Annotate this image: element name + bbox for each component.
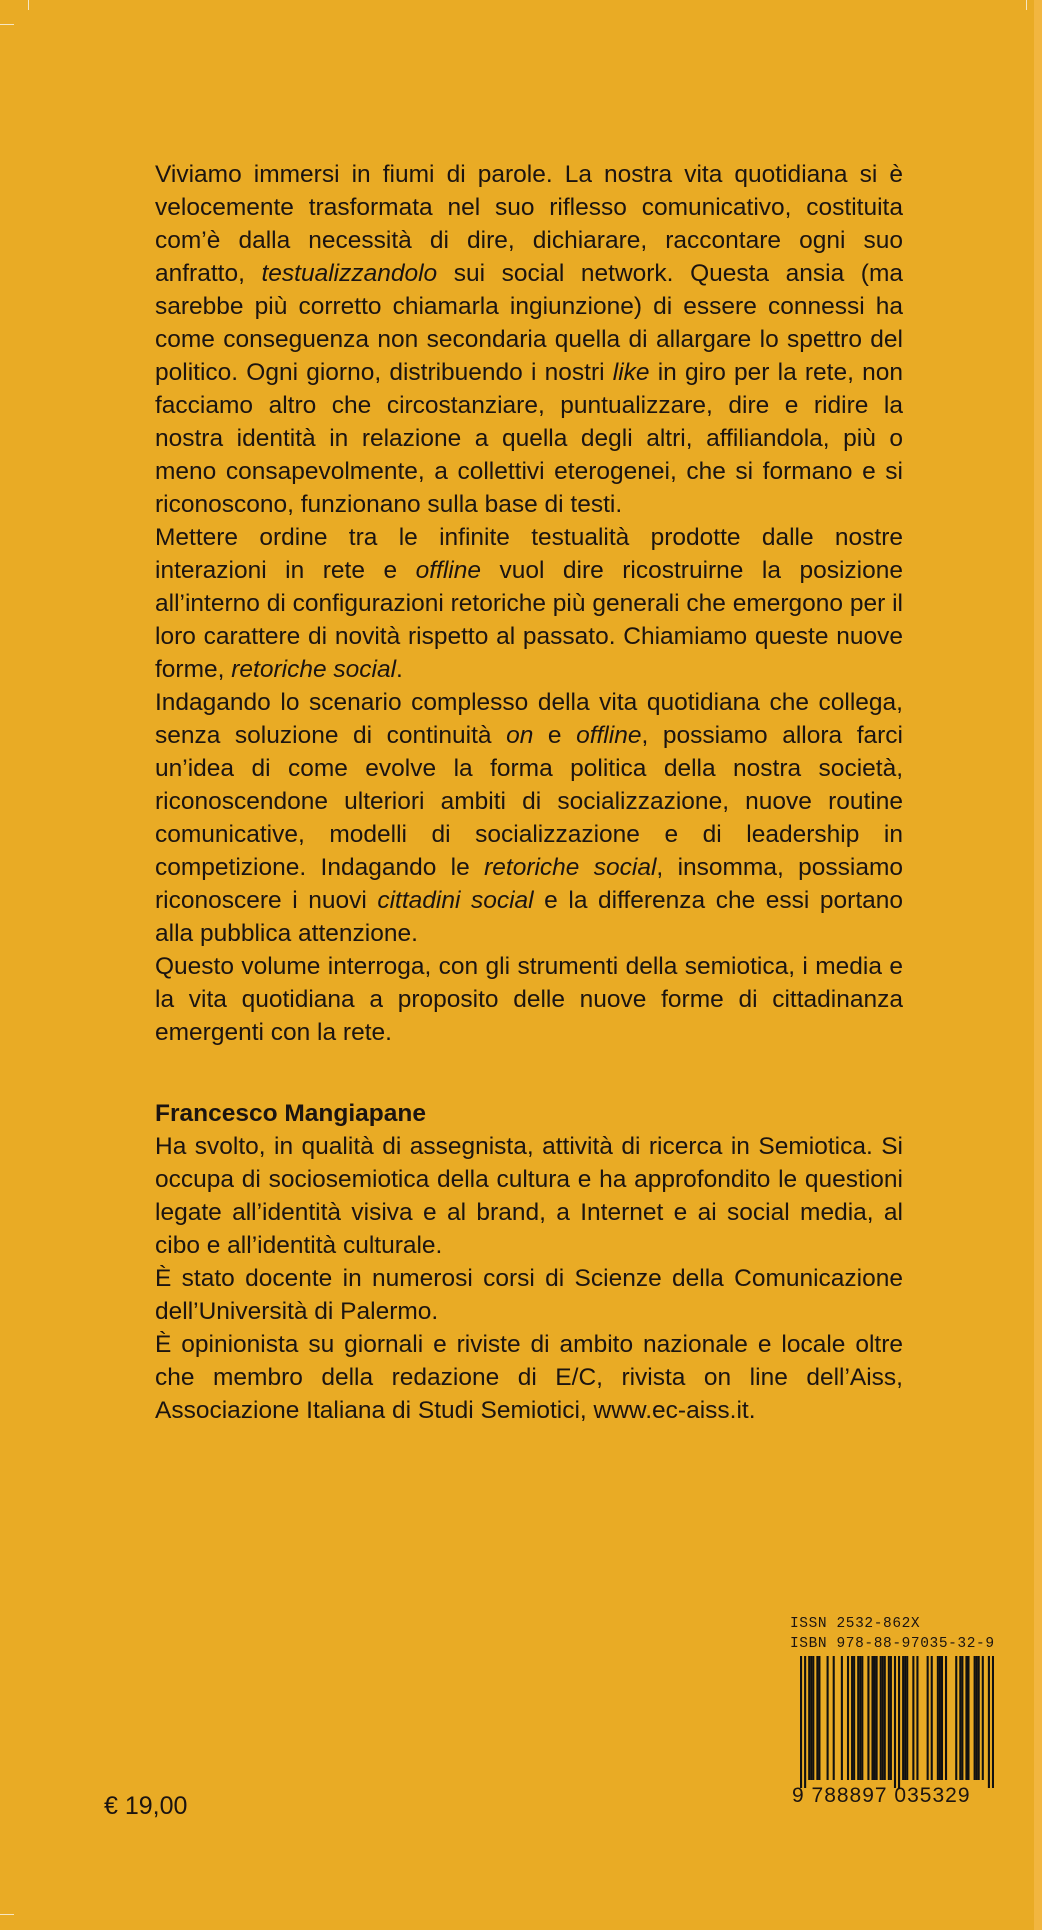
text-run: , insomma, possiamo riconoscere i nuovi (155, 854, 903, 914)
barcode-bar (916, 1656, 918, 1780)
text-run: . (396, 656, 403, 683)
barcode-bar (804, 1656, 806, 1788)
barcode-bar (880, 1656, 882, 1780)
author-bio-paragraph: È stato docente in numerosi corsi di Scienze della Comunicazione dell’Università di Palermo. (155, 1265, 903, 1325)
description-paragraph (155, 686, 903, 950)
author-name: Francesco Mangiapane (155, 1100, 426, 1127)
isbn-barcode (800, 1656, 994, 1788)
barcode-bar (827, 1656, 829, 1780)
barcode-bar (967, 1656, 969, 1780)
barcode-bar (927, 1656, 929, 1780)
text-run: e (533, 722, 577, 749)
barcode-bar (867, 1656, 869, 1780)
barcode-bar (857, 1656, 859, 1780)
crop-mark-top-right-vertical (1026, 0, 1027, 10)
barcode-bar (955, 1656, 957, 1780)
barcode-bar (890, 1656, 892, 1780)
text-run: , possiamo allora farci un’idea di come evolve la forma politica della nostra società, riconoscendone ulteriori ambiti di socializzazione, nuove routine comunicative, modelli di socializzazione e di leadership in competizione. Indagando le (155, 722, 903, 881)
barcode-bar (812, 1656, 814, 1780)
italic-text: like (612, 359, 650, 386)
barcode-bar (847, 1656, 849, 1780)
barcode-bar (902, 1656, 904, 1780)
text-run: Mettere ordine tra le infinite testualità prodotte dalle nostre interazioni in rete e (155, 524, 903, 584)
barcode-bar (833, 1656, 835, 1780)
description-paragraph (155, 521, 903, 686)
barcode-bar (810, 1656, 812, 1780)
barcode-bar (816, 1656, 818, 1780)
barcode-bar (965, 1656, 967, 1780)
right-edge-strip (1034, 0, 1042, 1930)
italic-text: retoriche social (231, 656, 397, 683)
text-run: Viviamo immersi in fiumi di parole. La nostra vita quotidiana si è velocemente trasformata nel suo riflesso comunicativo, costituita com’è dalla necessità di dire, dichiarare, raccontare ogni suo anfratto, (155, 161, 903, 287)
barcode-bar (898, 1656, 900, 1788)
text-run: Indagando lo scenario complesso della vita quotidiana che collega, senza soluzione di continuità (155, 689, 903, 749)
italic-text: on (506, 722, 534, 749)
barcode-bar (982, 1656, 984, 1780)
italic-text: testualizzandolo (261, 260, 438, 287)
barcode-bar (888, 1656, 890, 1780)
description-paragraph (155, 950, 903, 1049)
text-run: sui social network. Questa ansia (ma sarebbe più corretto chiamarla ingiunzione) di essere connessi ha come conseguenza non secondaria quella di allargare lo spettro del politico. Ogni giorno, distribuendo i nostri (155, 260, 903, 386)
author-bio-paragraph: È opinionista su giornali e riviste di ambito nazionale e locale oltre che membro della redazione di E/C, rivista on line dell’Aiss, Associazione Italiana di Studi Semiotici, www.ec-aiss.it. (155, 1331, 903, 1424)
italic-text: offline (415, 557, 481, 584)
text-run: in giro per la rete, non facciamo altro che circostanziare, puntualizzare, dire e ridire la nostra identità in relazione a quella degli altri, affiliandola, più o meno consapevolmente, a collettivi eterogenei, che si formano e si riconoscono, funzionano sulla base di testi. (155, 359, 903, 518)
barcode-bar (841, 1656, 843, 1780)
description-paragraph (155, 158, 903, 521)
barcode-bar (861, 1656, 863, 1780)
italic-text: cittadini social (377, 887, 534, 914)
barcode-bar (859, 1656, 861, 1780)
italic-text: offline (576, 722, 642, 749)
barcode-bar (937, 1656, 939, 1780)
book-description (155, 158, 903, 1049)
barcode-bar (818, 1656, 820, 1780)
barcode-bar (976, 1656, 978, 1780)
text-run: Questo volume interroga, con gli strumenti della semiotica, i media e la vita quotidiana a proposito delle nuove forme di cittadinanza emergenti con la rete. (155, 953, 903, 1046)
crop-mark-top-left-vertical (28, 0, 29, 10)
barcode-bar (992, 1656, 994, 1788)
barcode-bar (851, 1656, 853, 1780)
italic-text: retoriche social (484, 854, 657, 881)
barcode-bar (978, 1656, 980, 1780)
barcode-bar (941, 1656, 943, 1780)
isbn-code: ISBN 978-88-97035-32-9 (790, 1636, 995, 1652)
barcode-bar (974, 1656, 976, 1780)
barcode-bar (904, 1656, 906, 1780)
barcode-bar (800, 1656, 802, 1788)
author-bio-paragraph: Ha svolto, in qualità di assegnista, attività di ricerca in Semiotica. Si occupa di sociosemiotica della cultura e ha approfondito le questioni legate all’identità visiva e al brand, a Internet e ai social media, al cibo e all’identità culturale. (155, 1133, 903, 1259)
barcode-bar (884, 1656, 886, 1780)
barcode-bar (931, 1656, 933, 1780)
barcode-bar (808, 1656, 810, 1780)
issn-code: ISSN 2532-862X (790, 1616, 921, 1632)
barcode-bar (945, 1656, 947, 1780)
text-run: e la differenza che essi portano alla pubblica attenzione. (155, 887, 904, 947)
crop-mark-top-left-horizontal (0, 24, 14, 25)
price-label: € 19,00 (104, 1792, 188, 1820)
text-run: vuol dire ricostruirne la posizione all’interno di configurazioni retoriche più generali che emergono per il loro carattere di novità rispetto al passato. Chiamiamo queste nuove forme, (155, 557, 903, 683)
codes-block (790, 1614, 995, 1654)
barcode-bar (939, 1656, 941, 1780)
barcode-bar (961, 1656, 963, 1780)
barcode-bar (959, 1656, 961, 1780)
barcode-bar (894, 1656, 896, 1788)
barcode-bar (874, 1656, 876, 1780)
barcode-bar (912, 1656, 914, 1780)
barcode-bar (988, 1656, 990, 1788)
crop-mark-bottom-left-horizontal (0, 1914, 14, 1915)
barcode-digits: 9 788897 035329 (792, 1784, 971, 1807)
barcode-bar (876, 1656, 878, 1780)
barcode-bar (853, 1656, 855, 1780)
barcode-bar (882, 1656, 884, 1780)
barcode-bar (906, 1656, 908, 1780)
barcode-bar (871, 1656, 873, 1780)
author-section (155, 1097, 903, 1427)
